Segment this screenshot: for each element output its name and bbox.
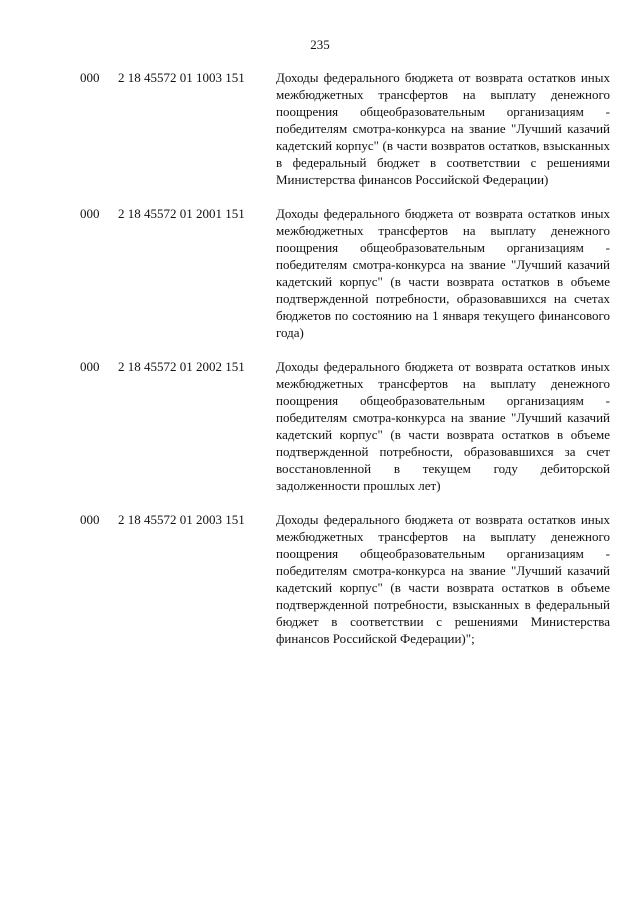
budget-classification-code: 2 18 45572 01 1003 151 <box>118 70 245 85</box>
admin-code: 000 <box>80 512 100 527</box>
income-description: Доходы федерального бюджета от возврата остатков иных межбюджетных трансфертов на выплату денежного поощрения общеобразовательным организациям - победителям смотра-конкурса на звание "Лучший казачий кадетский корпус" (в части возврата остатков в объеме подтвержденной потребности, образовавшихся на счетах бюджетов по состоянию на 1 января текущего финансового года) <box>276 206 610 340</box>
table-row <box>0 69 640 188</box>
budget-classification-code: 2 18 45572 01 2001 151 <box>118 206 245 221</box>
income-codes-table <box>0 69 640 664</box>
admin-code: 000 <box>80 70 100 85</box>
admin-code: 000 <box>80 206 100 221</box>
budget-classification-code: 2 18 45572 01 2002 151 <box>118 359 245 374</box>
page-number: 235 <box>310 37 330 52</box>
table-row <box>0 358 640 494</box>
income-description: Доходы федерального бюджета от возврата остатков иных межбюджетных трансфертов на выплату денежного поощрения общеобразовательным организациям - победителям смотра-конкурса на звание "Лучший казачий кадетский корпус" (в части возврата остатков в объеме подтвержденной потребности, взысканных в федеральный бюджет в соответствии с решениями Министерства финансов Российской Федерации)"; <box>276 512 610 646</box>
income-description: Доходы федерального бюджета от возврата остатков иных межбюджетных трансфертов на выплату денежного поощрения общеобразовательным организациям - победителям смотра-конкурса на звание "Лучший казачий кадетский корпус" (в части возврата остатков в объеме подтвержденной потребности, образовавшихся за счет восстановленной в текущем году дебиторской задолженности прошлых лет) <box>276 359 610 493</box>
income-description: Доходы федерального бюджета от возврата остатков иных межбюджетных трансфертов на выплату денежного поощрения общеобразовательным организациям - победителям смотра-конкурса на звание "Лучший казачий кадетский корпус" (в части возвратов остатков, взысканных в федеральный бюджет в соответствии с решениями Министерства финансов Российской Федерации) <box>276 70 610 187</box>
table-row <box>0 205 640 341</box>
budget-classification-code: 2 18 45572 01 2003 151 <box>118 512 245 527</box>
table-row <box>0 511 640 647</box>
admin-code: 000 <box>80 359 100 374</box>
